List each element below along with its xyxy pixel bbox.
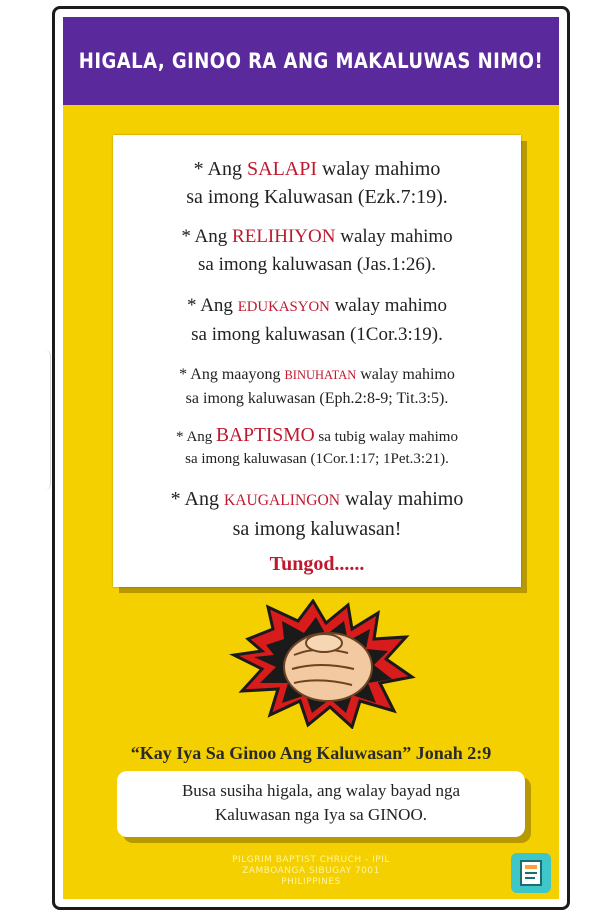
- document-icon: [511, 853, 551, 893]
- side-edge-marker: [40, 350, 51, 490]
- statement-line2: sa imong kaluwasan (1Cor.1:17; 1Pet.3:21).: [185, 451, 449, 467]
- conclusion-text: Tungod......: [269, 553, 365, 575]
- pointing-fist-icon: [228, 599, 418, 729]
- keyword: BAPTISMO: [216, 425, 315, 446]
- title-text: HIGALA, GINOO RA ANG MAKALUWAS NIMO!: [78, 49, 544, 73]
- statement-education: * Ang EDUKASYON walay mahimo sa imong kaluwasan (1Cor.3:19).: [113, 292, 521, 349]
- keyword: RELIHIYON: [232, 226, 336, 247]
- callout-line2: Kaluwasan nga Iya sa GINOO.: [215, 805, 427, 824]
- document-app-icon[interactable]: [511, 853, 551, 893]
- callout-line1: Busa susiha higala, ang walay bayad nga: [181, 781, 461, 800]
- title-banner: [63, 17, 559, 105]
- statement-baptism: * Ang BAPTISMO sa tubig walay mahimo sa imong kaluwasan (1Cor.1:17; 1Pet.3:21).: [113, 425, 521, 470]
- statement-self: * Ang KAUGALINGON walay mahimo sa imong kaluwasan!: [113, 485, 521, 543]
- statement-works: * Ang maayong BINUHATAN walay mahimo sa imong kaluwasan (Eph.2:8-9; Tit.3:5).: [113, 363, 521, 411]
- keyword: KAUGALINGON: [223, 492, 341, 509]
- statement-line2: sa imong kaluwasan (1Cor.3:19).: [191, 324, 443, 345]
- keyword: EDUKASYON: [237, 299, 330, 315]
- callout-box: [117, 771, 525, 837]
- statement-line2: sa imong kaluwasan (Jas.1:26).: [198, 254, 436, 275]
- statement-money: * Ang SALAPI walay mahimo sa imong Kaluwasan (Ezk.7:19).: [113, 155, 521, 211]
- statements-panel: [113, 135, 521, 587]
- poster: [52, 6, 570, 910]
- statement-religion: * Ang RELIHIYON walay mahimo sa imong kaluwasan (Jas.1:26).: [113, 223, 521, 279]
- church-footer: PILGRIM BAPTIST CHRUCH - IPIL ZAMBOANGA SIBUGAY 7001 PHILIPPINES: [232, 855, 390, 887]
- verse-text: “Kay Iya Sa Ginoo Ang Kaluwasan” Jonah 2:9: [130, 743, 492, 763]
- keyword: SALAPI: [247, 158, 318, 180]
- statement-line2: sa imong kaluwasan!: [232, 518, 402, 540]
- statement-line2: sa imong kaluwasan (Eph.2:8-9; Tit.3:5).: [185, 390, 449, 407]
- statement-line2: sa imong Kaluwasan (Ezk.7:19).: [186, 186, 448, 208]
- keyword: BINUHATAN: [284, 368, 357, 382]
- poster-background: [63, 17, 559, 899]
